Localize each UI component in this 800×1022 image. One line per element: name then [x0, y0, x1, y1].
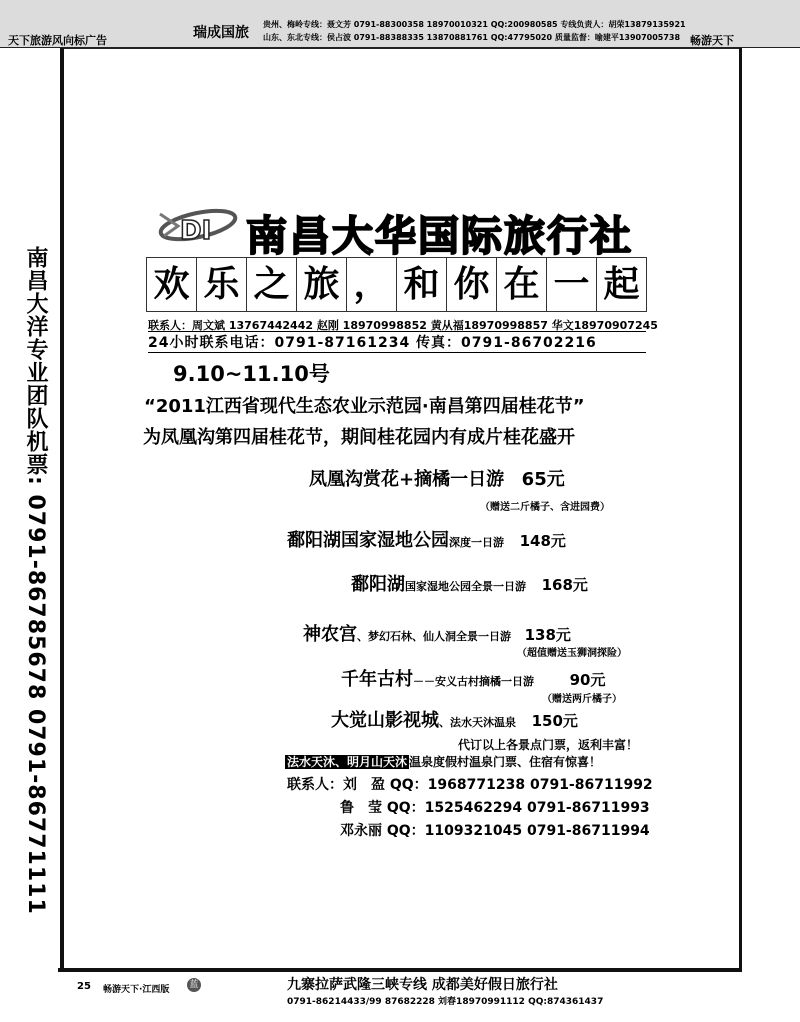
promo-text: 代订以上各景点门票，返利丰富！: [458, 738, 639, 752]
edition-badge: 蓝: [187, 978, 201, 992]
agency-hotline: 24小时联系电话：0791-87161234 传真：0791-86702216: [148, 331, 646, 353]
slogan-char: 旅: [296, 257, 347, 312]
contact-name: 联系人：刘 盈: [287, 777, 385, 793]
side-vertical-ad: 南昌大洋专业团队机票: 0791-86785678 0791-86771111: [23, 246, 48, 915]
magazine-name: 畅游天下·江西版: [103, 985, 170, 995]
hotspring-highlight: 法水天沐、明月山天沐: [287, 755, 408, 769]
slogan-char: 起: [596, 257, 647, 312]
tour-price: 90元: [569, 671, 606, 689]
tour-item: [309, 465, 565, 491]
contact-row: [340, 797, 650, 817]
header-brand: 瑞成国旅: [193, 25, 249, 41]
slogan-grid: [147, 257, 647, 312]
header-banner: [0, 0, 800, 49]
agency-name: 南昌大华国际旅行社: [246, 212, 633, 260]
tour-price: 168元: [541, 576, 588, 594]
tour-desc: －－安义古村摘橘一日游: [413, 675, 534, 688]
slogan-char: ，: [346, 257, 397, 312]
tour-desc: 深度一日游: [449, 536, 504, 549]
slogan-char: 乐: [196, 257, 247, 312]
header-info-line-1: 贵州、梅岭专线：聂文芳 0791-88300358 18970010321 QQ:200980585 专线负责人：胡荣13879135921: [263, 20, 686, 29]
tour-name: 千年古村: [341, 669, 413, 690]
tour-price: 138元: [524, 626, 571, 644]
slogan-char: 你: [446, 257, 497, 312]
contact-phone: 0791-86711994: [526, 823, 650, 839]
tour-desc: 国家湿地公园全景一日游: [405, 580, 526, 593]
hotspring-offer: [285, 753, 601, 770]
contact-row: [340, 820, 650, 840]
event-title: “2011江西省现代生态农业示范园·南昌第四届桂花节”: [144, 396, 585, 417]
tour-name: 鄱阳湖国家湿地公园: [287, 530, 449, 551]
hotspring-rest: 温泉度假村温泉门票、住宿有惊喜！: [409, 755, 602, 769]
footer-contact: 0791-86214433/99 87682228 刘春18970991112 QQ:874361437: [287, 997, 604, 1007]
tour-name: 凤凰沟赏花+摘橘一日游: [309, 469, 505, 490]
tour-item: [341, 665, 605, 691]
tour-desc: 、梦幻石林、仙人洞全景一日游: [357, 630, 511, 643]
right-margin: [739, 48, 800, 970]
tour-name: 大觉山影视城: [331, 710, 439, 731]
agency-logo-icon: [158, 206, 238, 244]
tour-item: [351, 570, 588, 596]
tour-note: （赠送两斤橘子）: [542, 694, 622, 705]
header-info-line-2: 山东、东北专线：侯占波 0791-88388335 13870881761 QQ:47795020 质量监督：喻建平13907005738: [263, 33, 681, 42]
slogan-char: 在: [496, 257, 547, 312]
tour-price: 65元: [521, 469, 565, 490]
tour-item: [331, 706, 578, 732]
tour-note: （赠送二斤橘子、含进园费）: [480, 502, 610, 513]
event-subtitle: 为凤凰沟第四届桂花节，期间桂花园内有成片桂花盛开: [143, 427, 575, 448]
contact-row: [287, 774, 653, 794]
event-dates: 9.10~11.10号: [173, 362, 330, 386]
svg-text:DI: DI: [180, 216, 212, 244]
tour-name: 神农宫: [303, 624, 357, 645]
tour-name: 鄱阳湖: [351, 574, 405, 595]
tour-price: 150元: [531, 712, 578, 730]
slogan-char: 一: [546, 257, 597, 312]
tour-desc: 、法水天沐温泉: [439, 716, 516, 729]
slogan-char: 和: [396, 257, 447, 312]
slogan-char: 欢: [146, 257, 197, 312]
page-number: 25: [77, 981, 91, 992]
tour-item: [303, 620, 571, 646]
footer-route: 九寨拉萨武隆三峡专线 成都美好假日旅行社: [287, 977, 558, 993]
tour-item: [287, 526, 566, 552]
agency-contacts: 联系人：周文斌 13767442442 赵刚 18970998852 黄从福18970998857 华文18970907245: [148, 319, 658, 332]
tour-price: 148元: [519, 532, 566, 550]
bottom-rule: [58, 968, 742, 972]
header-left-text: 天下旅游风向标广告: [8, 34, 107, 47]
contact-qq: QQ：1109321045: [386, 823, 523, 839]
tour-note: （超值赠送玉狮洞探险）: [517, 648, 627, 659]
contact-phone: 0791-86711992: [529, 777, 653, 793]
header-right-text: 畅游天下: [690, 34, 734, 47]
contact-qq: QQ：1525462294: [386, 800, 523, 816]
contact-name: 邓永丽: [340, 823, 382, 839]
slogan-char: 之: [246, 257, 297, 312]
contact-name: 鲁 莹: [340, 800, 382, 816]
contact-qq: QQ：1968771238: [389, 777, 526, 793]
contact-phone: 0791-86711993: [526, 800, 650, 816]
